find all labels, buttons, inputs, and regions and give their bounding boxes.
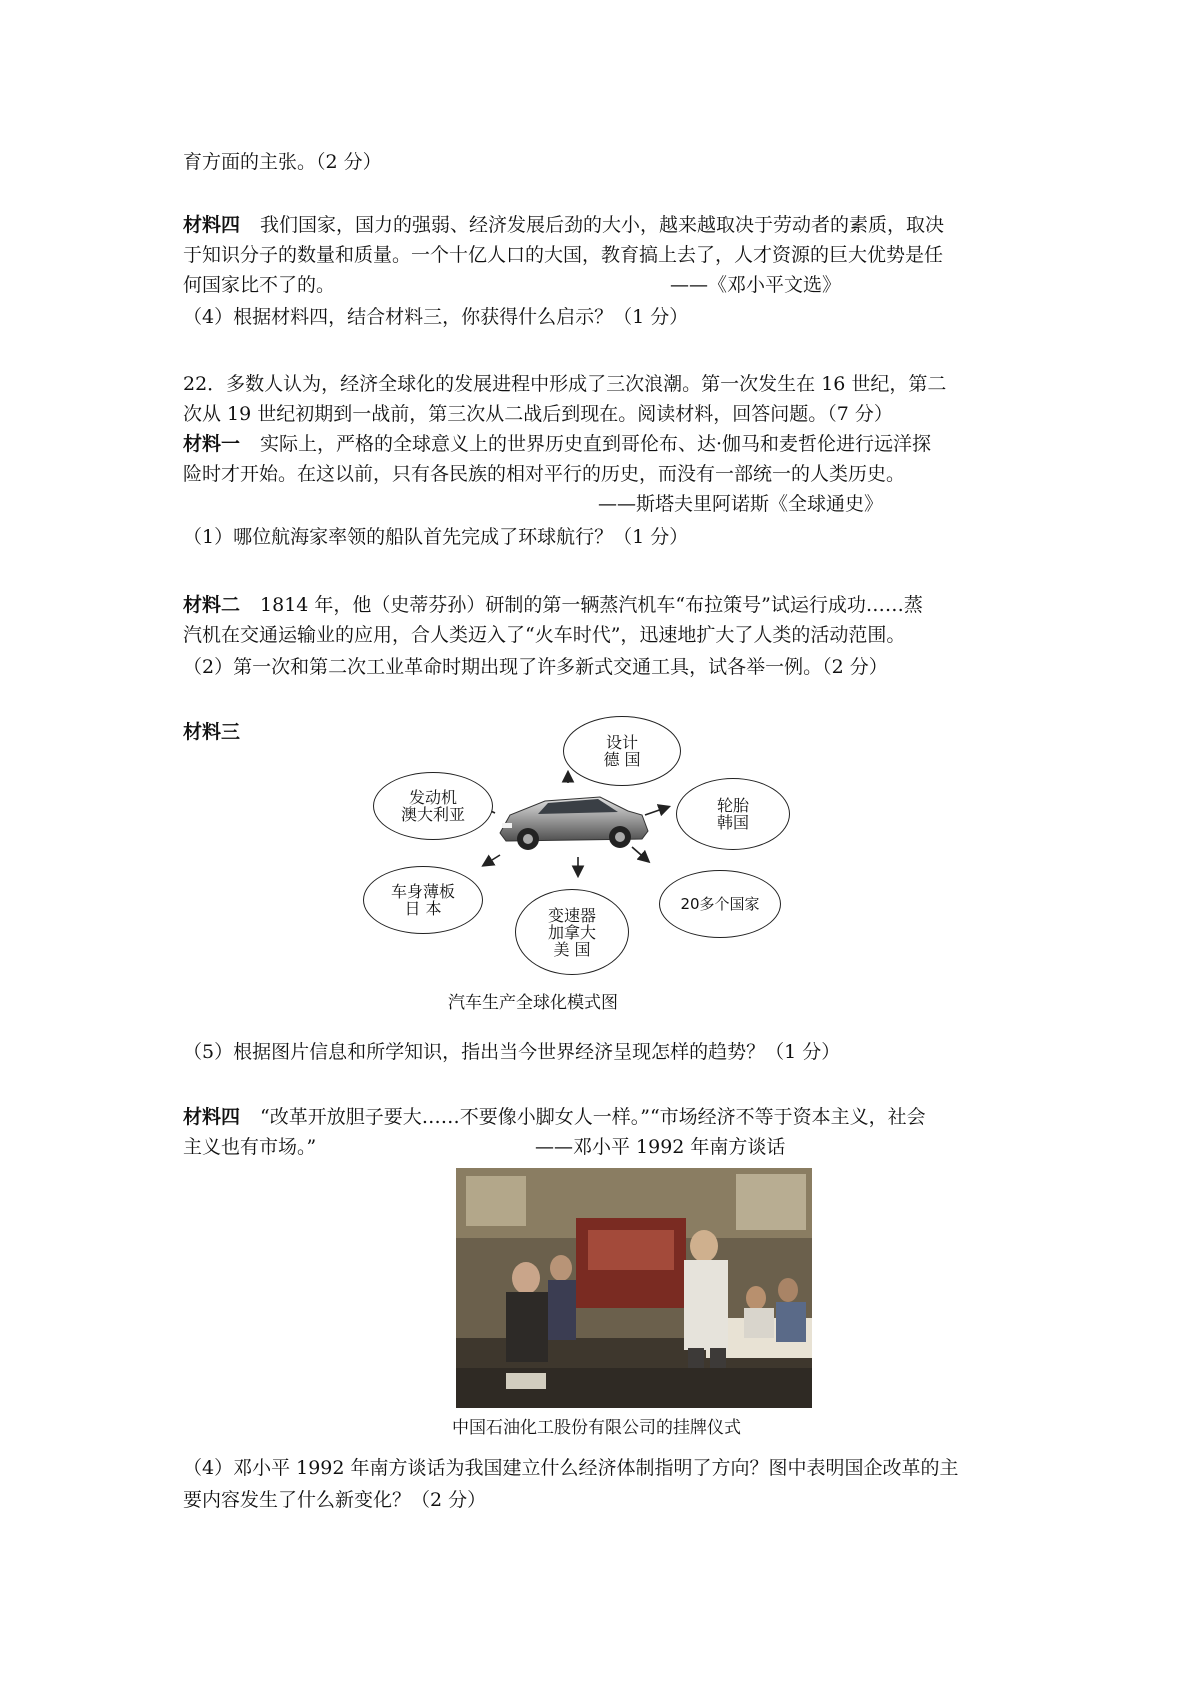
material-two-paragraph: [183, 593, 923, 617]
material-label: 材料四: [183, 214, 241, 236]
text-line: 汽机在交通运输业的应用，合人类迈入了“火车时代”，迅速地扩大了人类的活动范围。: [183, 624, 906, 646]
question-line: （4）根据材料四，结合材料三，你获得什么启示？（1 分）: [183, 306, 689, 328]
text-line: 险时才开始。在这以前，只有各民族的相对平行的历史，而没有一部统一的人类历史。: [183, 463, 906, 485]
question-line: （4）邓小平 1992 年南方谈话为我国建立什么经济体制指明了方向？图中表明国企改革的主: [183, 1457, 959, 1479]
node-transmission-canada-usa: [515, 889, 629, 975]
node-line: 车身薄板: [390, 882, 455, 901]
text-line: 次从 19 世纪初期到一战前，第三次从二战后到现在。阅读材料，回答问题。（7 分）: [183, 403, 893, 425]
node-20-countries: [659, 870, 781, 938]
text-line: 我们国家，国力的强弱、经济发展后劲的大小，越来越取决于劳动者的素质，取决: [260, 214, 945, 236]
question-22-line: 22．多数人认为，经济全球化的发展进程中形成了三次浪潮。第一次发生在 16 世纪，第二: [183, 373, 947, 395]
arrow: [632, 847, 648, 861]
text-line: 于知识分子的数量和质量。一个十亿人口的大国，教育搞上去了，人才资源的巨大优势是任: [183, 244, 944, 266]
text-line: 1814 年，他（史蒂芬孙）研制的第一辆蒸汽机车“布拉策号”试运行成功……蒸: [260, 594, 923, 616]
material-four-paragraph: [183, 213, 944, 237]
node-line: 设计: [605, 733, 638, 752]
node-body-japan: [363, 866, 483, 934]
text-line: 实际上，严格的全球意义上的世界历史直到哥伦布、达·伽马和麦哲伦进行远洋探: [260, 433, 932, 455]
diagram-caption: 汽车生产全球化模式图: [448, 993, 618, 1013]
node-line: 发动机: [408, 788, 457, 807]
node-line: 轮胎: [716, 796, 749, 815]
node-line: 变速器: [547, 905, 596, 925]
source-citation: ——《邓小平文选》: [670, 274, 842, 296]
node-line: 韩国: [716, 813, 749, 832]
node-line: 澳大利亚: [400, 805, 465, 824]
text-line: 主义也有市场。”: [183, 1136, 317, 1158]
photo-caption: 中国石油化工股份有限公司的挂牌仪式: [452, 1418, 741, 1438]
material-one-paragraph: [183, 432, 931, 456]
node-line: 日 本: [404, 899, 442, 918]
node-line: 加拿大: [547, 922, 596, 942]
car-illustration: [500, 797, 648, 850]
photo-illustration: [456, 1168, 812, 1408]
node-line: 美 国: [553, 939, 591, 959]
question-line: （5）根据图片信息和所学知识，指出当今世界经济呈现怎样的趋势？（1 分）: [183, 1041, 841, 1063]
material-label: 材料一: [183, 433, 241, 455]
text-line: 要内容发生了什么新变化？（2 分）: [183, 1489, 487, 1511]
material-label: 材料二: [183, 594, 241, 616]
arrow: [645, 807, 668, 815]
node-line: 德 国: [603, 750, 641, 769]
text-line: 何国家比不了的。: [183, 274, 336, 296]
listing-ceremony-photo: [456, 1168, 812, 1408]
source-citation: ——斯塔夫里阿诺斯《全球通史》: [598, 493, 884, 515]
node-engine-australia: [373, 772, 493, 840]
node-tires-korea: [676, 778, 790, 850]
material-four-paragraph: [183, 1105, 926, 1129]
text-line: 育方面的主张。（2 分）: [183, 151, 382, 173]
material-label: 材料三: [183, 721, 241, 743]
text-line: “改革开放胆子要大……不要像小脚女人一样。”“市场经济不等于资本主义，社会: [260, 1106, 926, 1128]
question-line: （2）第一次和第二次工业革命时期出现了许多新式交通工具，试各举一例。（2 分）: [183, 656, 888, 678]
question-line: （1）哪位航海家率领的船队首先完成了环球航行？（1 分）: [183, 526, 689, 548]
source-citation: ——邓小平 1992 年南方谈话: [535, 1136, 786, 1158]
node-design-germany: [563, 716, 681, 786]
arrow: [484, 855, 500, 865]
node-line: 20多个国家: [680, 894, 760, 913]
material-label: 材料四: [183, 1106, 241, 1128]
